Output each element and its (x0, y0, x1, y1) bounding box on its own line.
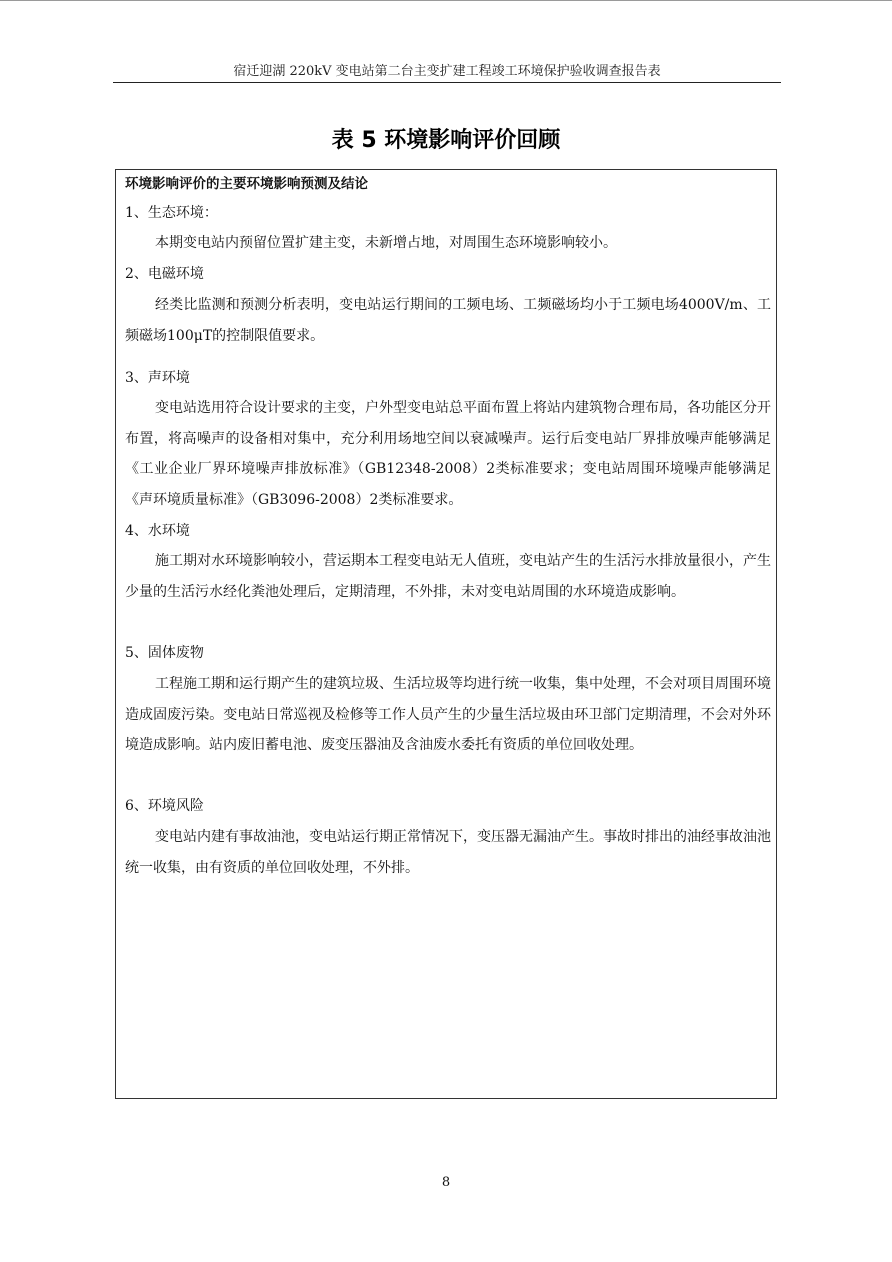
section-text-solid-waste: 工程施工期和运行期产生的建筑垃圾、生活垃圾等均进行统一收集，集中处理，不会对项目周围环境造成固废污染。变电站日常巡视及检修等工作人员产生的少量生活垃圾由环卫部门定期清理，不会对外环境造成影响。站内废旧蓄电池、废变压器油及含油废水委托有资质的单位回收处理。 (125, 676, 771, 754)
header-rule (113, 82, 781, 83)
section-title-electromagnetic: 2、电磁环境 (125, 266, 204, 282)
running-header: 宿迁迎湖 220kV 变电站第二台主变扩建工程竣工环境保护验收调查报告表 (233, 64, 661, 79)
section-title-water: 4、水环境 (125, 523, 190, 539)
section-text-ecology: 本期变电站内预留位置扩建主变，未新增占地，对周围生态环境影响较小。 (155, 235, 617, 251)
page-top-edge (0, 0, 892, 1)
section-title-risk: 6、环境风险 (125, 798, 204, 814)
section-title-acoustic: 3、声环境 (125, 370, 190, 386)
section-text-acoustic: 变电站选用符合设计要求的主变，户外型变电站总平面布置上将站内建筑物合理布局，各功能区分开布置，将高噪声的设备相对集中，充分利用场地空间以衰减噪声。运行后变电站厂界排放噪声能够满足《工业企业厂界环境噪声排放标准》（GB12348-2008）2类标准要求；变电站周围环境噪声能够满足《声环境质量标准》（GB3096-2008）2类标准要求。 (125, 400, 771, 508)
section-title-ecology: 1、生态环境： (125, 205, 218, 221)
table-title: 表 5 环境影响评价回顾 (331, 128, 561, 153)
section-text-water: 施工期对水环境影响较小，营运期本工程变电站无人值班，变电站产生的生活污水排放量很小，产生少量的生活污水经化粪池处理后，定期清理，不外排，未对变电站周围的水环境造成影响。 (125, 553, 771, 600)
review-table (115, 169, 777, 1099)
table-heading: 环境影响评价的主要环境影响预测及结论 (125, 176, 368, 192)
section-text-electromagnetic: 经类比监测和预测分析表明，变电站运行期间的工频电场、工频磁场均小于工频电场4000V/m、工频磁场100μT的控制限值要求。 (125, 297, 771, 344)
page-number: 8 (441, 1175, 451, 1190)
section-text-risk: 变电站内建有事故油池，变电站运行期正常情况下，变压器无漏油产生。事故时排出的油经事故油池统一收集，由有资质的单位回收处理，不外排。 (125, 829, 771, 876)
section-title-solid-waste: 5、固体废物 (125, 645, 204, 661)
